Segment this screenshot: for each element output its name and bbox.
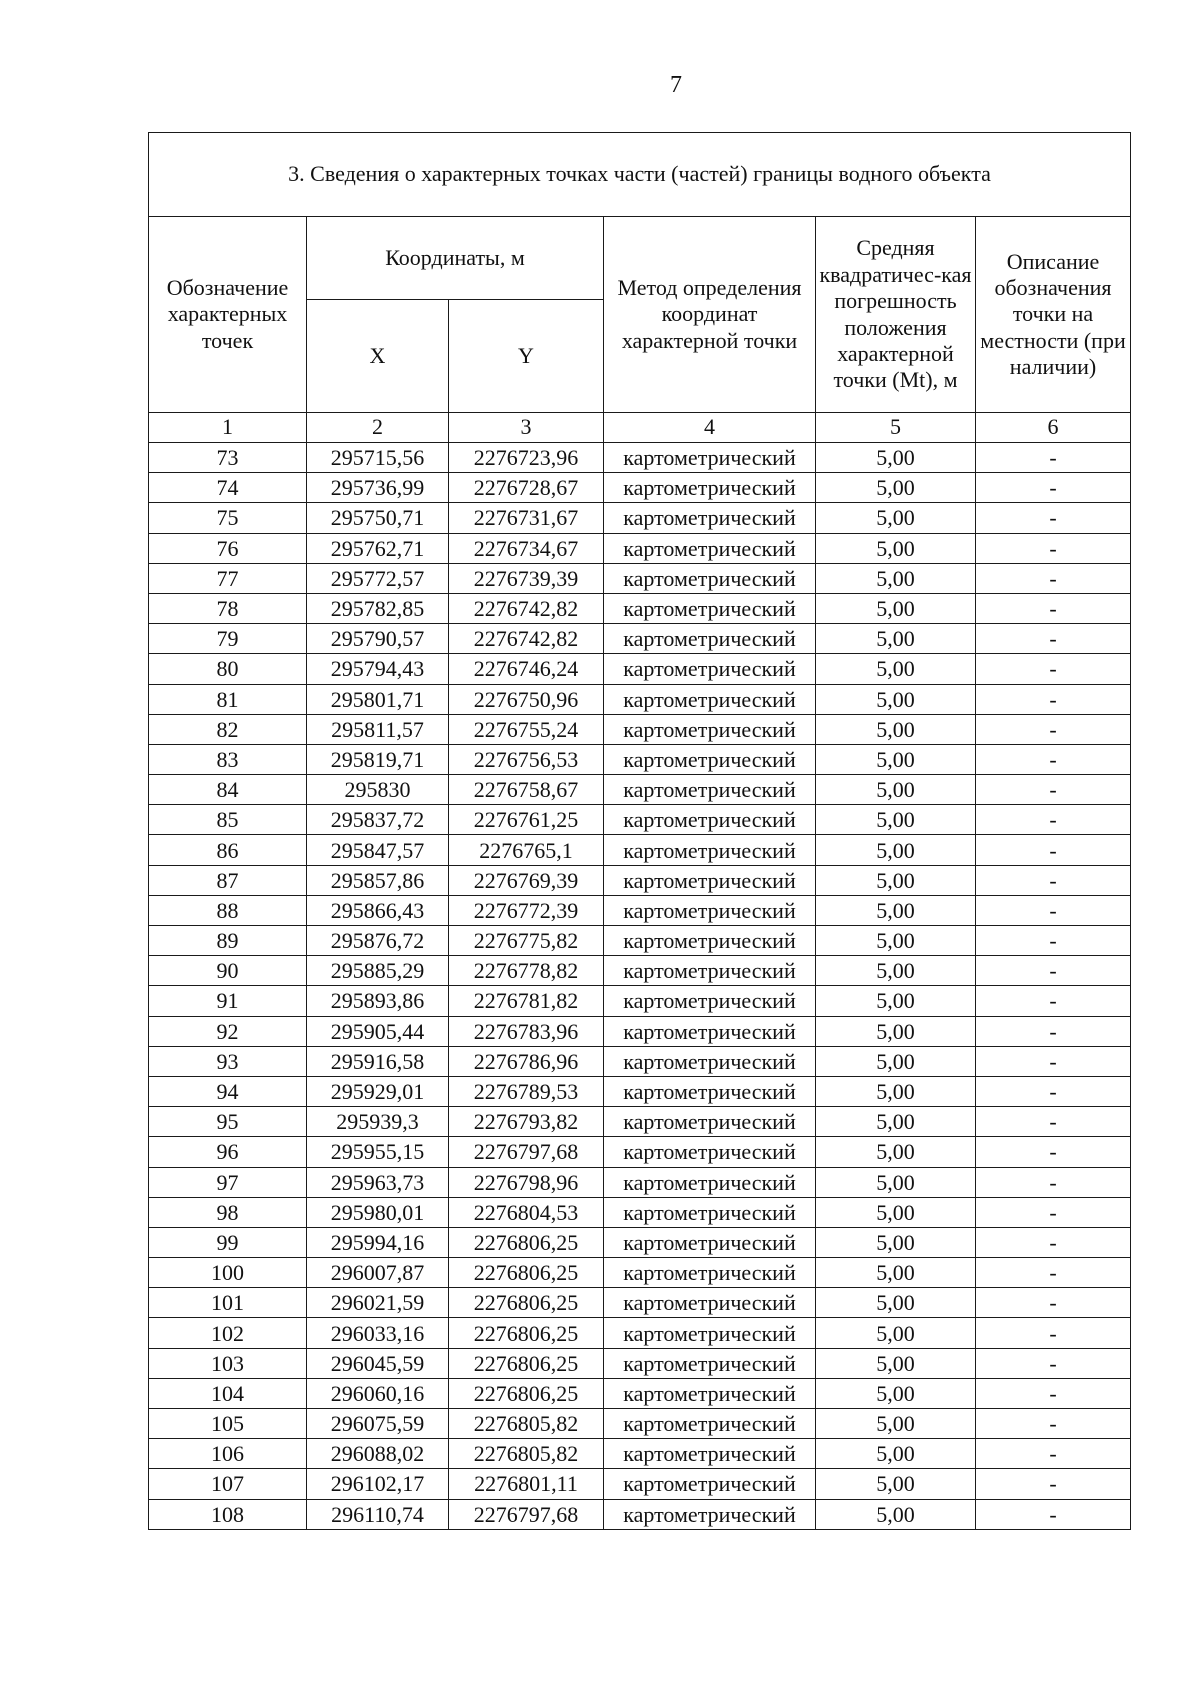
table-row bbox=[149, 1137, 1131, 1167]
point-number-cell: 78 bbox=[149, 593, 307, 623]
method-cell: картометрический bbox=[604, 1137, 816, 1167]
x-coordinate-cell: 295772,57 bbox=[307, 563, 449, 593]
rms-error-cell: 5,00 bbox=[816, 956, 976, 986]
header-x: X bbox=[307, 300, 449, 413]
table-row bbox=[149, 1046, 1131, 1076]
y-coordinate-cell: 2276806,25 bbox=[449, 1288, 604, 1318]
rms-error-cell: 5,00 bbox=[816, 443, 976, 473]
point-number-cell: 74 bbox=[149, 473, 307, 503]
point-number-cell: 94 bbox=[149, 1076, 307, 1106]
method-cell: картометрический bbox=[604, 865, 816, 895]
y-coordinate-cell: 2276775,82 bbox=[449, 926, 604, 956]
description-cell: - bbox=[976, 1107, 1131, 1137]
description-cell: - bbox=[976, 684, 1131, 714]
table-row bbox=[149, 593, 1131, 623]
point-number-cell: 76 bbox=[149, 533, 307, 563]
description-cell: - bbox=[976, 1046, 1131, 1076]
table-row bbox=[149, 654, 1131, 684]
method-cell: картометрический bbox=[604, 1348, 816, 1378]
point-number-cell: 101 bbox=[149, 1288, 307, 1318]
description-cell: - bbox=[976, 1409, 1131, 1439]
y-coordinate-cell: 2276755,24 bbox=[449, 714, 604, 744]
rms-error-cell: 5,00 bbox=[816, 1197, 976, 1227]
x-coordinate-cell: 296007,87 bbox=[307, 1258, 449, 1288]
description-cell: - bbox=[976, 1137, 1131, 1167]
header-rms-error: Средняя квадратичес-кая погрешность положения характерной точки (Mt), м bbox=[816, 217, 976, 413]
point-number-cell: 108 bbox=[149, 1499, 307, 1529]
point-number-cell: 73 bbox=[149, 443, 307, 473]
method-cell: картометрический bbox=[604, 563, 816, 593]
rms-error-cell: 5,00 bbox=[816, 986, 976, 1016]
rms-error-cell: 5,00 bbox=[816, 563, 976, 593]
method-cell: картометрический bbox=[604, 1499, 816, 1529]
table-row bbox=[149, 533, 1131, 563]
y-coordinate-cell: 2276772,39 bbox=[449, 895, 604, 925]
method-cell: картометрический bbox=[604, 714, 816, 744]
method-cell: картометрический bbox=[604, 956, 816, 986]
rms-error-cell: 5,00 bbox=[816, 593, 976, 623]
point-number-cell: 102 bbox=[149, 1318, 307, 1348]
description-cell: - bbox=[976, 1197, 1131, 1227]
method-cell: картометрический bbox=[604, 473, 816, 503]
rms-error-cell: 5,00 bbox=[816, 684, 976, 714]
point-number-cell: 88 bbox=[149, 895, 307, 925]
column-number-row bbox=[149, 413, 1131, 443]
x-coordinate-cell: 295955,15 bbox=[307, 1137, 449, 1167]
y-coordinate-cell: 2276806,25 bbox=[449, 1378, 604, 1408]
method-cell: картометрический bbox=[604, 1288, 816, 1318]
x-coordinate-cell: 296102,17 bbox=[307, 1469, 449, 1499]
y-coordinate-cell: 2276806,25 bbox=[449, 1318, 604, 1348]
rms-error-cell: 5,00 bbox=[816, 1258, 976, 1288]
x-coordinate-cell: 295929,01 bbox=[307, 1076, 449, 1106]
rms-error-cell: 5,00 bbox=[816, 1137, 976, 1167]
header-designation: Обозначение характерных точек bbox=[149, 217, 307, 413]
description-cell: - bbox=[976, 1469, 1131, 1499]
table-row bbox=[149, 473, 1131, 503]
rms-error-cell: 5,00 bbox=[816, 1288, 976, 1318]
method-cell: картометрический bbox=[604, 775, 816, 805]
table-row bbox=[149, 503, 1131, 533]
x-coordinate-cell: 295736,99 bbox=[307, 473, 449, 503]
point-number-cell: 99 bbox=[149, 1227, 307, 1257]
rms-error-cell: 5,00 bbox=[816, 1016, 976, 1046]
y-coordinate-cell: 2276723,96 bbox=[449, 443, 604, 473]
description-cell: - bbox=[976, 1318, 1131, 1348]
x-coordinate-cell: 295837,72 bbox=[307, 805, 449, 835]
table-row bbox=[149, 1409, 1131, 1439]
header-description: Описание обозначения точки на местности (при наличии) bbox=[976, 217, 1131, 413]
point-number-cell: 83 bbox=[149, 744, 307, 774]
method-cell: картометрический bbox=[604, 1167, 816, 1197]
rms-error-cell: 5,00 bbox=[816, 1046, 976, 1076]
point-number-cell: 93 bbox=[149, 1046, 307, 1076]
table-row bbox=[149, 443, 1131, 473]
point-number-cell: 77 bbox=[149, 563, 307, 593]
x-coordinate-cell: 296060,16 bbox=[307, 1378, 449, 1408]
x-coordinate-cell: 295916,58 bbox=[307, 1046, 449, 1076]
table-row bbox=[149, 624, 1131, 654]
table-row bbox=[149, 895, 1131, 925]
point-number-cell: 95 bbox=[149, 1107, 307, 1137]
x-coordinate-cell: 295980,01 bbox=[307, 1197, 449, 1227]
method-cell: картометрический bbox=[604, 684, 816, 714]
rms-error-cell: 5,00 bbox=[816, 1227, 976, 1257]
rms-error-cell: 5,00 bbox=[816, 805, 976, 835]
rms-error-cell: 5,00 bbox=[816, 1318, 976, 1348]
method-cell: картометрический bbox=[604, 593, 816, 623]
y-coordinate-cell: 2276765,1 bbox=[449, 835, 604, 865]
description-cell: - bbox=[976, 714, 1131, 744]
description-cell: - bbox=[976, 1227, 1131, 1257]
point-number-cell: 103 bbox=[149, 1348, 307, 1378]
column-number: 4 bbox=[604, 413, 816, 443]
page-number: 7 bbox=[670, 72, 682, 98]
x-coordinate-cell: 295782,85 bbox=[307, 593, 449, 623]
column-number: 3 bbox=[449, 413, 604, 443]
table-title: 3. Сведения о характерных точках части (частей) границы водного объекта bbox=[149, 133, 1131, 217]
x-coordinate-cell: 295762,71 bbox=[307, 533, 449, 563]
point-number-cell: 86 bbox=[149, 835, 307, 865]
table-row bbox=[149, 1469, 1131, 1499]
rms-error-cell: 5,00 bbox=[816, 835, 976, 865]
rms-error-cell: 5,00 bbox=[816, 926, 976, 956]
description-cell: - bbox=[976, 1258, 1131, 1288]
boundary-points-table bbox=[148, 132, 1131, 1530]
description-cell: - bbox=[976, 1167, 1131, 1197]
y-coordinate-cell: 2276778,82 bbox=[449, 956, 604, 986]
x-coordinate-cell: 295876,72 bbox=[307, 926, 449, 956]
point-number-cell: 85 bbox=[149, 805, 307, 835]
x-coordinate-cell: 295905,44 bbox=[307, 1016, 449, 1046]
method-cell: картометрический bbox=[604, 1107, 816, 1137]
table-body bbox=[149, 443, 1131, 1530]
rms-error-cell: 5,00 bbox=[816, 1409, 976, 1439]
table-row bbox=[149, 684, 1131, 714]
rms-error-cell: 5,00 bbox=[816, 1439, 976, 1469]
x-coordinate-cell: 296110,74 bbox=[307, 1499, 449, 1529]
method-cell: картометрический bbox=[604, 1046, 816, 1076]
table-row bbox=[149, 714, 1131, 744]
y-coordinate-cell: 2276798,96 bbox=[449, 1167, 604, 1197]
rms-error-cell: 5,00 bbox=[816, 1499, 976, 1529]
description-cell: - bbox=[976, 443, 1131, 473]
description-cell: - bbox=[976, 1499, 1131, 1529]
x-coordinate-cell: 295885,29 bbox=[307, 956, 449, 986]
rms-error-cell: 5,00 bbox=[816, 895, 976, 925]
x-coordinate-cell: 295847,57 bbox=[307, 835, 449, 865]
method-cell: картометрический bbox=[604, 654, 816, 684]
table-row bbox=[149, 1499, 1131, 1529]
x-coordinate-cell: 296088,02 bbox=[307, 1439, 449, 1469]
table-row bbox=[149, 1258, 1131, 1288]
y-coordinate-cell: 2276758,67 bbox=[449, 775, 604, 805]
x-coordinate-cell: 295939,3 bbox=[307, 1107, 449, 1137]
table-row bbox=[149, 744, 1131, 774]
table-row bbox=[149, 1439, 1131, 1469]
x-coordinate-cell: 295801,71 bbox=[307, 684, 449, 714]
y-coordinate-cell: 2276783,96 bbox=[449, 1016, 604, 1046]
table-row bbox=[149, 956, 1131, 986]
method-cell: картометрический bbox=[604, 895, 816, 925]
description-cell: - bbox=[976, 956, 1131, 986]
y-coordinate-cell: 2276797,68 bbox=[449, 1499, 604, 1529]
rms-error-cell: 5,00 bbox=[816, 1378, 976, 1408]
method-cell: картометрический bbox=[604, 624, 816, 654]
rms-error-cell: 5,00 bbox=[816, 775, 976, 805]
method-cell: картометрический bbox=[604, 1076, 816, 1106]
description-cell: - bbox=[976, 1288, 1131, 1318]
point-number-cell: 100 bbox=[149, 1258, 307, 1288]
method-cell: картометрический bbox=[604, 744, 816, 774]
method-cell: картометрический bbox=[604, 1227, 816, 1257]
description-cell: - bbox=[976, 624, 1131, 654]
point-number-cell: 84 bbox=[149, 775, 307, 805]
description-cell: - bbox=[976, 563, 1131, 593]
description-cell: - bbox=[976, 926, 1131, 956]
y-coordinate-cell: 2276761,25 bbox=[449, 805, 604, 835]
point-number-cell: 105 bbox=[149, 1409, 307, 1439]
point-number-cell: 89 bbox=[149, 926, 307, 956]
point-number-cell: 82 bbox=[149, 714, 307, 744]
table-row bbox=[149, 1227, 1131, 1257]
method-cell: картометрический bbox=[604, 1318, 816, 1348]
rms-error-cell: 5,00 bbox=[816, 1107, 976, 1137]
column-number: 2 bbox=[307, 413, 449, 443]
y-coordinate-cell: 2276804,53 bbox=[449, 1197, 604, 1227]
x-coordinate-cell: 295893,86 bbox=[307, 986, 449, 1016]
table-row bbox=[149, 563, 1131, 593]
point-number-cell: 75 bbox=[149, 503, 307, 533]
point-number-cell: 97 bbox=[149, 1167, 307, 1197]
description-cell: - bbox=[976, 986, 1131, 1016]
method-cell: картометрический bbox=[604, 1258, 816, 1288]
table-row bbox=[149, 1348, 1131, 1378]
rms-error-cell: 5,00 bbox=[816, 1348, 976, 1378]
description-cell: - bbox=[976, 744, 1131, 774]
y-coordinate-cell: 2276769,39 bbox=[449, 865, 604, 895]
y-coordinate-cell: 2276797,68 bbox=[449, 1137, 604, 1167]
description-cell: - bbox=[976, 895, 1131, 925]
x-coordinate-cell: 296033,16 bbox=[307, 1318, 449, 1348]
method-cell: картометрический bbox=[604, 1197, 816, 1227]
rms-error-cell: 5,00 bbox=[816, 714, 976, 744]
table-row bbox=[149, 1197, 1131, 1227]
table-row bbox=[149, 835, 1131, 865]
table-row bbox=[149, 926, 1131, 956]
description-cell: - bbox=[976, 503, 1131, 533]
description-cell: - bbox=[976, 1348, 1131, 1378]
table-row bbox=[149, 775, 1131, 805]
x-coordinate-cell: 295750,71 bbox=[307, 503, 449, 533]
header-method: Метод определения координат характерной точки bbox=[604, 217, 816, 413]
rms-error-cell: 5,00 bbox=[816, 503, 976, 533]
y-coordinate-cell: 2276806,25 bbox=[449, 1348, 604, 1378]
method-cell: картометрический bbox=[604, 1016, 816, 1046]
rms-error-cell: 5,00 bbox=[816, 1167, 976, 1197]
description-cell: - bbox=[976, 533, 1131, 563]
method-cell: картометрический bbox=[604, 503, 816, 533]
x-coordinate-cell: 295819,71 bbox=[307, 744, 449, 774]
point-number-cell: 106 bbox=[149, 1439, 307, 1469]
point-number-cell: 79 bbox=[149, 624, 307, 654]
x-coordinate-cell: 296045,59 bbox=[307, 1348, 449, 1378]
x-coordinate-cell: 295790,57 bbox=[307, 624, 449, 654]
table-row bbox=[149, 1288, 1131, 1318]
header-y: Y bbox=[449, 300, 604, 413]
x-coordinate-cell: 295830 bbox=[307, 775, 449, 805]
description-cell: - bbox=[976, 865, 1131, 895]
table-row bbox=[149, 865, 1131, 895]
point-number-cell: 107 bbox=[149, 1469, 307, 1499]
description-cell: - bbox=[976, 1016, 1131, 1046]
x-coordinate-cell: 295857,86 bbox=[307, 865, 449, 895]
description-cell: - bbox=[976, 775, 1131, 805]
x-coordinate-cell: 295866,43 bbox=[307, 895, 449, 925]
method-cell: картометрический bbox=[604, 443, 816, 473]
y-coordinate-cell: 2276806,25 bbox=[449, 1227, 604, 1257]
rms-error-cell: 5,00 bbox=[816, 533, 976, 563]
header-coordinates: Координаты, м bbox=[307, 217, 604, 300]
rms-error-cell: 5,00 bbox=[816, 473, 976, 503]
x-coordinate-cell: 295994,16 bbox=[307, 1227, 449, 1257]
method-cell: картометрический bbox=[604, 986, 816, 1016]
y-coordinate-cell: 2276801,11 bbox=[449, 1469, 604, 1499]
column-number: 1 bbox=[149, 413, 307, 443]
description-cell: - bbox=[976, 654, 1131, 684]
y-coordinate-cell: 2276739,39 bbox=[449, 563, 604, 593]
y-coordinate-cell: 2276806,25 bbox=[449, 1258, 604, 1288]
x-coordinate-cell: 296075,59 bbox=[307, 1409, 449, 1439]
description-cell: - bbox=[976, 473, 1131, 503]
y-coordinate-cell: 2276728,67 bbox=[449, 473, 604, 503]
x-coordinate-cell: 295715,56 bbox=[307, 443, 449, 473]
y-coordinate-cell: 2276786,96 bbox=[449, 1046, 604, 1076]
table-row bbox=[149, 1107, 1131, 1137]
point-number-cell: 87 bbox=[149, 865, 307, 895]
point-number-cell: 104 bbox=[149, 1378, 307, 1408]
column-number: 5 bbox=[816, 413, 976, 443]
rms-error-cell: 5,00 bbox=[816, 1469, 976, 1499]
y-coordinate-cell: 2276805,82 bbox=[449, 1439, 604, 1469]
method-cell: картометрический bbox=[604, 533, 816, 563]
rms-error-cell: 5,00 bbox=[816, 624, 976, 654]
description-cell: - bbox=[976, 805, 1131, 835]
table-row bbox=[149, 1076, 1131, 1106]
table-row bbox=[149, 1378, 1131, 1408]
y-coordinate-cell: 2276789,53 bbox=[449, 1076, 604, 1106]
table-row bbox=[149, 1318, 1131, 1348]
y-coordinate-cell: 2276742,82 bbox=[449, 624, 604, 654]
table-row bbox=[149, 805, 1131, 835]
y-coordinate-cell: 2276805,82 bbox=[449, 1409, 604, 1439]
method-cell: картометрический bbox=[604, 835, 816, 865]
method-cell: картометрический bbox=[604, 1378, 816, 1408]
point-number-cell: 80 bbox=[149, 654, 307, 684]
table-row bbox=[149, 986, 1131, 1016]
method-cell: картометрический bbox=[604, 1409, 816, 1439]
point-number-cell: 92 bbox=[149, 1016, 307, 1046]
x-coordinate-cell: 295794,43 bbox=[307, 654, 449, 684]
y-coordinate-cell: 2276742,82 bbox=[449, 593, 604, 623]
y-coordinate-cell: 2276750,96 bbox=[449, 684, 604, 714]
method-cell: картометрический bbox=[604, 1439, 816, 1469]
table-row bbox=[149, 1167, 1131, 1197]
y-coordinate-cell: 2276746,24 bbox=[449, 654, 604, 684]
point-number-cell: 81 bbox=[149, 684, 307, 714]
point-number-cell: 98 bbox=[149, 1197, 307, 1227]
description-cell: - bbox=[976, 835, 1131, 865]
description-cell: - bbox=[976, 1378, 1131, 1408]
description-cell: - bbox=[976, 1076, 1131, 1106]
point-number-cell: 96 bbox=[149, 1137, 307, 1167]
rms-error-cell: 5,00 bbox=[816, 1076, 976, 1106]
x-coordinate-cell: 295811,57 bbox=[307, 714, 449, 744]
y-coordinate-cell: 2276734,67 bbox=[449, 533, 604, 563]
table-row bbox=[149, 1016, 1131, 1046]
y-coordinate-cell: 2276756,53 bbox=[449, 744, 604, 774]
description-cell: - bbox=[976, 1439, 1131, 1469]
method-cell: картометрический bbox=[604, 805, 816, 835]
y-coordinate-cell: 2276731,67 bbox=[449, 503, 604, 533]
method-cell: картометрический bbox=[604, 926, 816, 956]
y-coordinate-cell: 2276781,82 bbox=[449, 986, 604, 1016]
description-cell: - bbox=[976, 593, 1131, 623]
x-coordinate-cell: 295963,73 bbox=[307, 1167, 449, 1197]
rms-error-cell: 5,00 bbox=[816, 865, 976, 895]
rms-error-cell: 5,00 bbox=[816, 654, 976, 684]
column-number: 6 bbox=[976, 413, 1131, 443]
x-coordinate-cell: 296021,59 bbox=[307, 1288, 449, 1318]
point-number-cell: 91 bbox=[149, 986, 307, 1016]
method-cell: картометрический bbox=[604, 1469, 816, 1499]
y-coordinate-cell: 2276793,82 bbox=[449, 1107, 604, 1137]
point-number-cell: 90 bbox=[149, 956, 307, 986]
rms-error-cell: 5,00 bbox=[816, 744, 976, 774]
